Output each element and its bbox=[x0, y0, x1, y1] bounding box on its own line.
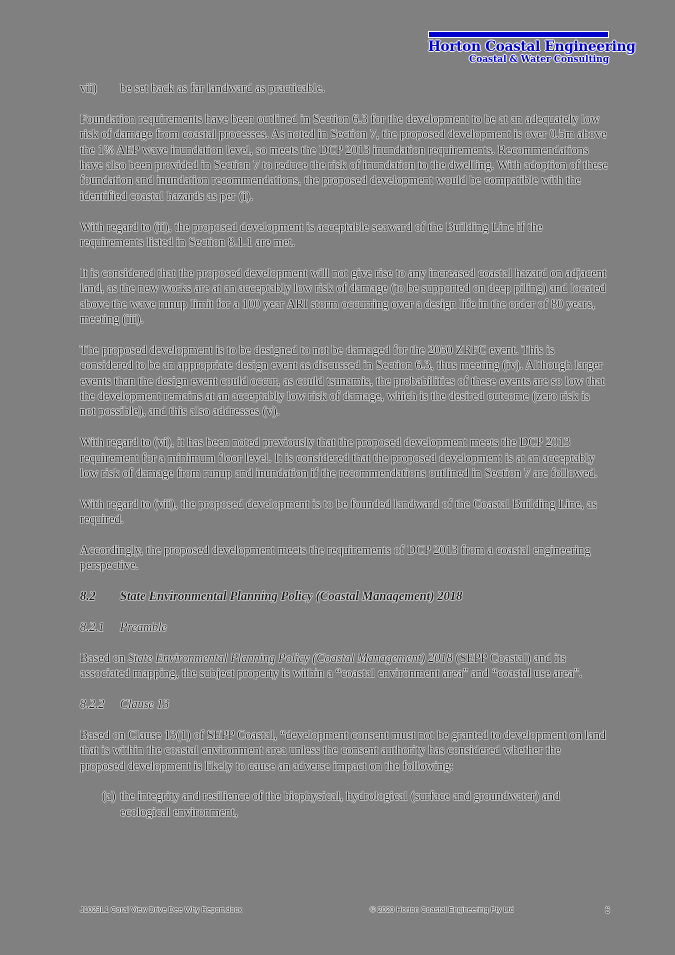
section-heading-8-2-1 bbox=[80, 620, 608, 635]
section-heading-8-2 bbox=[80, 589, 608, 604]
list-item-vii bbox=[80, 81, 608, 96]
preamble-suffix: (SEPP Coastal) and its associated mapping, the subject property is within a “coastal environment area” and “coastal use area”. bbox=[80, 650, 583, 681]
list-item-text: be set back as far landward as practicable. bbox=[120, 81, 326, 95]
paragraph-regard-vii: With regard to (vii), the proposed development is to be founded landward of the Coastal Building Line, as required. bbox=[80, 496, 598, 527]
page-number: 6 bbox=[604, 905, 610, 915]
subsection-number: 8.2.2 bbox=[80, 697, 105, 712]
logo-bar bbox=[428, 31, 609, 38]
paragraph-foundation: Foundation requirements have been outlined in Section 6.3 for the development to be at an adequately low risk of damage from coastal processes. As noted in Section 7, the proposed development is over 0.5m above the 1% AEP wave inundation level, so meets the DCP 2013 inundation requirements. Recommendations have also been provided in Section 7 to reduce the risk of inundation to the dwelling. With adoption of these foundation and inundation recommendations, the proposed development would be compatible with the identified coastal hazards as per (i). bbox=[80, 111, 608, 203]
clause-sub-item-a bbox=[102, 789, 608, 820]
paragraph-conclusion: Accordingly, the proposed development meets the requirements of DCP 2013 from a coastal engineering perspective. bbox=[80, 543, 591, 573]
footer-copyright: © 2020 Horton Coastal Engineering Pty Ltd bbox=[370, 905, 514, 914]
preamble-prefix: Based on bbox=[80, 650, 129, 665]
paragraph-preamble bbox=[80, 651, 608, 682]
paragraph-adjacent-land: It is considered that the proposed development will not give rise to any increased coastal hazard on adjacent land, as the new works are at an acceptably low risk of damage (to be supported on deep piling) and located above the wave runup limit for a 100 year ARI storm occurring over a design life in the order of 80 years, meeting (iii). bbox=[80, 265, 607, 327]
preamble-policy-title: State Environmental Planning Policy (Coastal Management) 2018 bbox=[128, 650, 453, 665]
logo-tagline: Coastal & Water Consulting bbox=[469, 55, 609, 65]
document-body bbox=[80, 81, 608, 820]
sub-item-text: the integrity and resilience of the biophysical, hydrological (surface and groundwater) and ecological environment, bbox=[120, 789, 560, 819]
section-number: 8.2 bbox=[80, 589, 96, 604]
company-logo bbox=[428, 31, 636, 66]
paragraph-clause-13: Based on Clause 13(1) of SEPP Coastal, “development consent must not be granted to development on land that is within the coastal environment area unless the consent authority has considered whether the proposed development is likely to cause an adverse impact on the following: bbox=[80, 727, 606, 773]
subsection-number: 8.2.1 bbox=[80, 620, 105, 635]
paragraph-regard-ii: With regard to (ii), the proposed development is acceptable seaward of the Building Line if the requirements listed in Section 8.1.1 are met. bbox=[80, 219, 543, 250]
footer-filename: J1023L1 Coral View Drive Dee Why Report.docx bbox=[80, 905, 243, 914]
list-item-number: vii) bbox=[80, 81, 97, 95]
section-title: State Environmental Planning Policy (Coastal Management) 2018 bbox=[120, 589, 463, 604]
sub-item-number: (a) bbox=[102, 789, 116, 804]
subsection-title: Clause 13 bbox=[120, 697, 170, 712]
page-footer bbox=[80, 905, 610, 915]
subsection-title: Preamble bbox=[120, 620, 167, 635]
paragraph-regard-vi: With regard to (vi), it has been noted previously that the proposed development meets the DCP 2013 requirement for a minimum floor level. It is considered that the proposed development is at an acceptably low risk of damage from runup and inundation if the recommendations outlined in Section 7 are followed. bbox=[80, 435, 598, 481]
paragraph-design-event: The proposed development is to be designed to not be damaged for the 2050 ZRFC event. This is considered to be an appropriate design event as discussed in Section 6.3, thus meeting (iv). Although larger events than the design event could occur, as could tsunamis, the probabilities of these events are so low that the development remains at an acceptably low risk of damage, which is the desired outcome (zero risk is not possible), and this also addresses (v). bbox=[80, 342, 605, 419]
section-heading-8-2-2 bbox=[80, 697, 608, 712]
logo-company-name: Horton Coastal Engineering bbox=[428, 39, 636, 55]
